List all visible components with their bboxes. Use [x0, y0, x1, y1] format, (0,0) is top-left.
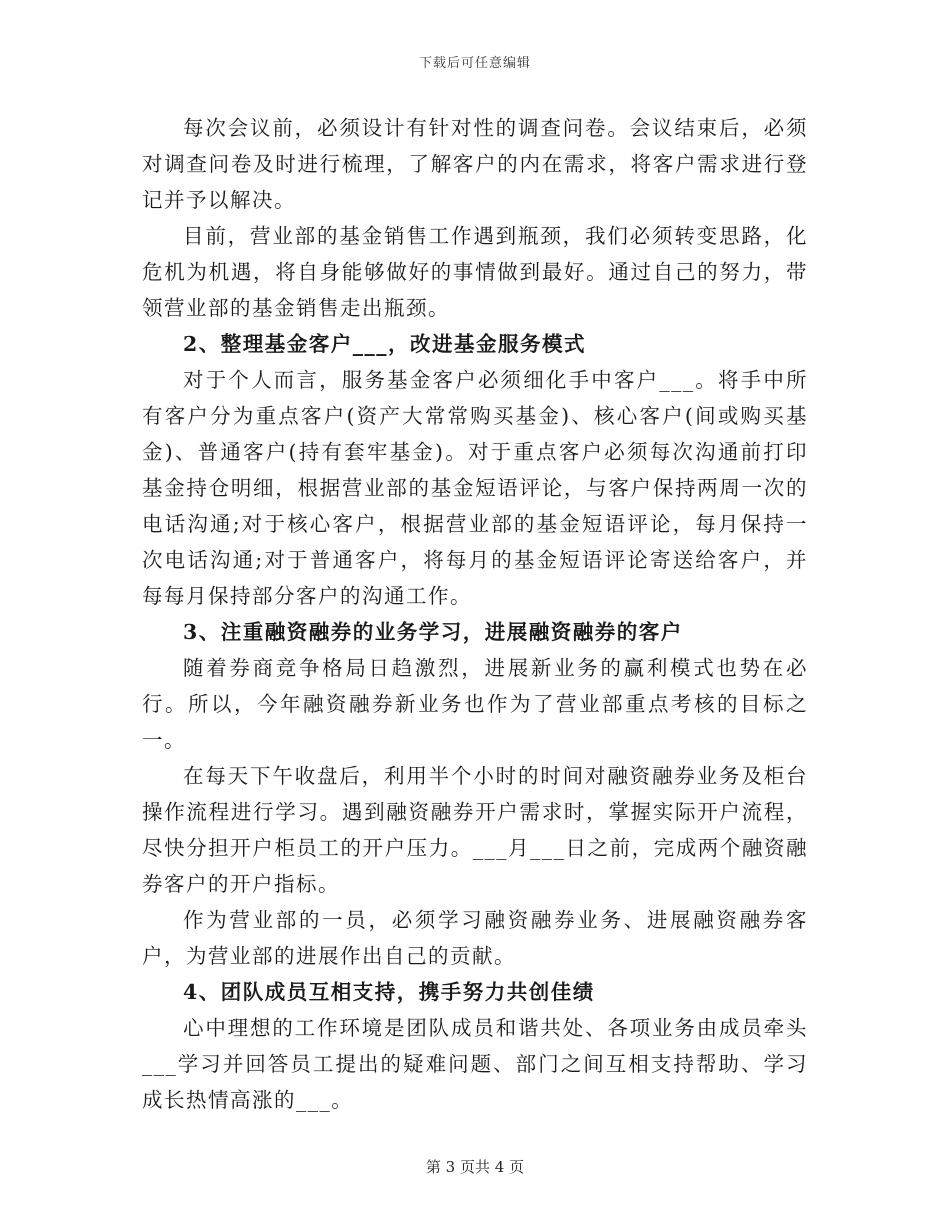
paragraph: 随着券商竞争格局日趋激烈，进展新业务的赢利模式也势在必行。所以，今年融资融券新业务也作为了营业部重点考核的目标之一。 — [142, 656, 808, 752]
section-heading: 4、团队成员互相支持，携手努力共创佳绩 — [183, 980, 595, 1004]
paragraph: 在每天下午收盘后，利用半个小时的时间对融资融券业务及柜台操作流程进行学习。遇到融资融券开户需求时，掌握实际开户流程，尽快分担开户柜员工的开户压力。___月___日之前，完成两个融资融券客户的开户指标。 — [142, 764, 808, 896]
paragraph: 心中理想的工作环境是团队成员和谐共处、各项业务由成员牵头___学习并回答员工提出的疑难问题、部门之间互相支持帮助、学习成长热情高涨的___。 — [142, 1016, 808, 1112]
paragraph: 每次会议前，必须设计有针对性的调查问卷。会议结束后，必须对调查问卷及时进行梳理，了解客户的内在需求，将客户需求进行登记并予以解决。 — [142, 116, 808, 212]
paragraph: 目前，营业部的基金销售工作遇到瓶颈，我们必须转变思路，化危机为机遇，将自身能够做好的事情做到最好。通过自己的努力，带领营业部的基金销售走出瓶颈。 — [142, 224, 808, 320]
paragraph: 对于个人而言，服务基金客户必须细化手中客户___。将手中所有客户分为重点客户(资产大常常购买基金)、核心客户(间或购买基金)、普通客户(持有套牢基金)。对于重点客户必须每次沟通前打印基金持仓明细，根据营业部的基金短语评论，与客户保持两周一次的电话沟通;对于核心客户，根据营业部的基金短语评论，每月保持一次电话沟通;对于普通客户，将每月的基金短语评论寄送给客户，并每每月保持部分客户的沟通工作。 — [142, 368, 808, 608]
section-heading: 3、注重融资融券的业务学习，进展融资融券的客户 — [183, 620, 683, 644]
document-body — [142, 110, 808, 1118]
section-heading: 2、整理基金客户___，改进基金服务模式 — [183, 332, 587, 356]
page-header: 下载后可任意编辑 — [418, 56, 531, 71]
page-number-footer: 第 3 页共 4 页 — [425, 1158, 525, 1176]
paragraph: 作为营业部的一员，必须学习融资融券业务、进展融资融券客户，为营业部的进展作出自己的贡献。 — [142, 908, 808, 968]
